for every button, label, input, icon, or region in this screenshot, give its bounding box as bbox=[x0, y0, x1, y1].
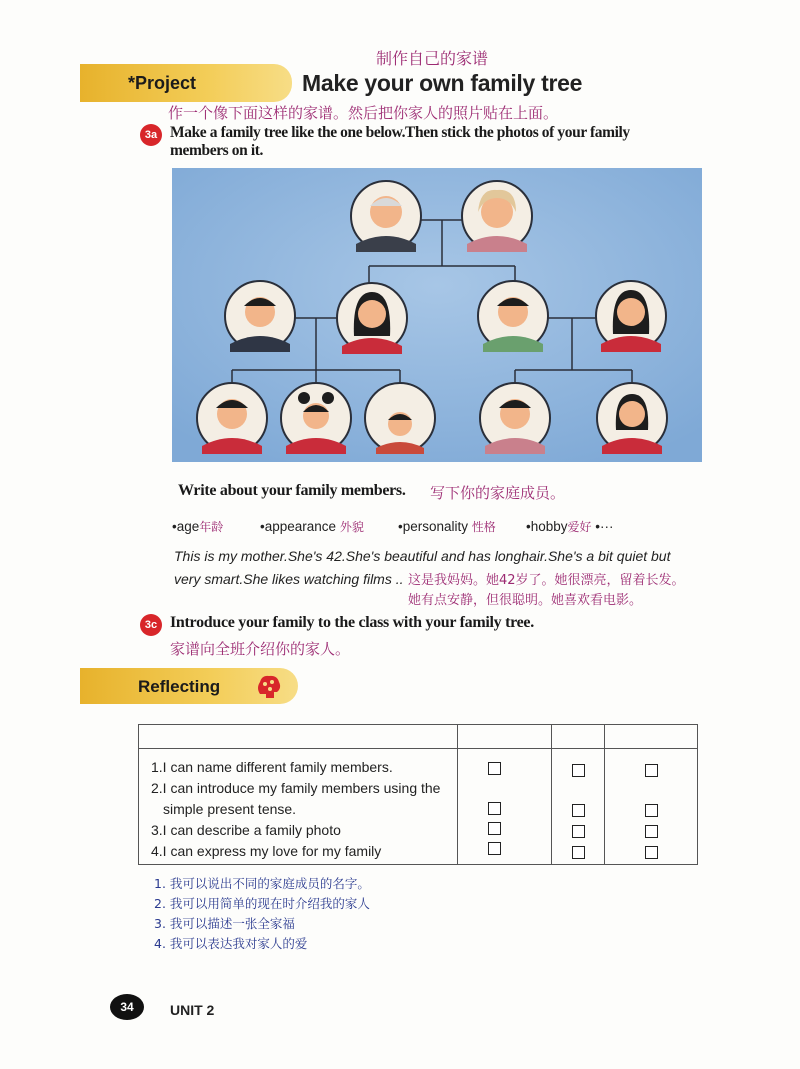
grandfather-portrait bbox=[351, 181, 421, 252]
me-portrait bbox=[480, 383, 550, 454]
3c-cn-note: 家谱向全班介绍你的家人。 bbox=[170, 640, 351, 658]
checkbox-2-col3[interactable] bbox=[645, 804, 658, 817]
prompt-age-cn: 年龄 bbox=[199, 520, 224, 534]
3c-instruction: Introduce your family to the class with your family tree. bbox=[170, 614, 534, 631]
cn-note-2: 2. 我可以用简单的现在时介绍我的家人 bbox=[154, 896, 370, 911]
table-statements bbox=[139, 749, 458, 865]
cn-note-1: 1. 我可以说出不同的家庭成员的名字。 bbox=[154, 876, 370, 891]
prompt-hobby-en: •hobby bbox=[526, 519, 568, 534]
3b-heading: Write about your family members. bbox=[178, 482, 406, 499]
brain-icon bbox=[252, 670, 284, 702]
example-cn1: 这是我妈妈。她42岁了。她很漂亮，留着长发。 bbox=[408, 573, 685, 588]
prompt-hobby-cn: 爱好 bbox=[567, 520, 592, 534]
checkbox-1-col2[interactable] bbox=[572, 764, 585, 777]
family-tree-svg bbox=[172, 168, 702, 462]
checkbox-1-col3[interactable] bbox=[645, 764, 658, 777]
statement-3: 3.I can describe a family photo bbox=[151, 822, 341, 838]
checkbox-2-col2[interactable] bbox=[572, 804, 585, 817]
prompt-age-en: •age bbox=[172, 519, 200, 534]
table-col3 bbox=[605, 749, 698, 865]
prompt-more: •··· bbox=[595, 519, 614, 534]
checkbox-3-col3[interactable] bbox=[645, 825, 658, 838]
prompt-age bbox=[172, 518, 223, 535]
3a-instruction-line2: members on it. bbox=[170, 142, 263, 159]
prompt-personality-en: •personality bbox=[398, 519, 469, 534]
project-banner bbox=[80, 64, 292, 102]
aunt-portrait bbox=[337, 283, 407, 354]
example-line2: very smart.She likes watching films .. bbox=[174, 571, 404, 587]
checkbox-4-col2[interactable] bbox=[572, 846, 585, 859]
statement-2: 2.I can introduce my family members using the bbox=[151, 780, 441, 796]
checkbox-4-col3[interactable] bbox=[645, 846, 658, 859]
checkbox-3-col1[interactable] bbox=[488, 822, 501, 835]
3a-instruction-line1: Make a family tree like the one below.Then stick the photos of your family bbox=[170, 124, 630, 141]
prompt-personality-cn: 性格 bbox=[471, 520, 496, 534]
table-col1 bbox=[458, 749, 552, 865]
statement-4: 4.I can express my love for my family bbox=[151, 843, 382, 859]
project-label: *Project bbox=[128, 73, 197, 93]
table-header-col1 bbox=[458, 725, 552, 749]
prompt-appearance-cn: 外貌 bbox=[339, 520, 364, 534]
prompt-hobby bbox=[526, 518, 614, 535]
page-number: 34 bbox=[110, 994, 144, 1020]
unit-label: UNIT 2 bbox=[170, 1002, 215, 1018]
3b-heading-cn: 写下你的家庭成员。 bbox=[430, 484, 566, 502]
3c-badge: 3c bbox=[140, 614, 162, 636]
reflection-cn-notes bbox=[154, 874, 370, 954]
cousin-boy-portrait bbox=[197, 383, 267, 454]
table-header-col3 bbox=[605, 725, 698, 749]
3a-badge: 3a bbox=[140, 124, 162, 146]
family-tree-illustration bbox=[172, 168, 702, 462]
page-title: Make your own family tree bbox=[302, 70, 583, 96]
table-header-col2 bbox=[552, 725, 605, 749]
prompt-appearance-en: •appearance bbox=[260, 519, 337, 534]
checkbox-3-col2[interactable] bbox=[572, 825, 585, 838]
checkbox-4-col1[interactable] bbox=[488, 842, 501, 855]
reflecting-label: Reflecting bbox=[138, 677, 221, 696]
father-portrait bbox=[478, 281, 548, 352]
checkbox-1-col1[interactable] bbox=[488, 762, 501, 775]
statement-1: 1.I can name different family members. bbox=[151, 759, 393, 775]
statement-2-cont: simple present tense. bbox=[163, 801, 297, 817]
cn-note-3: 3. 我可以描述一张全家福 bbox=[154, 916, 295, 931]
prompt-personality bbox=[398, 518, 496, 535]
table-header-statement bbox=[139, 725, 458, 749]
prompt-appearance bbox=[260, 518, 364, 535]
checkbox-2-col1[interactable] bbox=[488, 802, 501, 815]
uncle-portrait bbox=[225, 281, 295, 352]
example-line1: This is my mother.She's 42.She's beautiful and has longhair.She's a bit quiet but bbox=[174, 548, 671, 564]
example-cn2: 她有点安静，但很聪明。她喜欢看电影。 bbox=[408, 593, 643, 608]
3a-cn-note: 作一个像下面这样的家谱。然后把你家人的照片贴在上面。 bbox=[168, 104, 559, 122]
grandmother-portrait bbox=[462, 181, 532, 252]
reflecting-banner bbox=[80, 668, 298, 704]
reflection-table bbox=[138, 724, 698, 865]
baby-portrait bbox=[365, 383, 435, 454]
table-col2 bbox=[552, 749, 605, 865]
title-cn-note: 制作自己的家谱 bbox=[376, 49, 489, 68]
cn-note-4: 4. 我可以表达我对家人的爱 bbox=[154, 936, 308, 951]
mother-portrait bbox=[596, 281, 666, 352]
sister-portrait bbox=[597, 383, 667, 454]
cousin-girl-portrait bbox=[281, 383, 351, 454]
